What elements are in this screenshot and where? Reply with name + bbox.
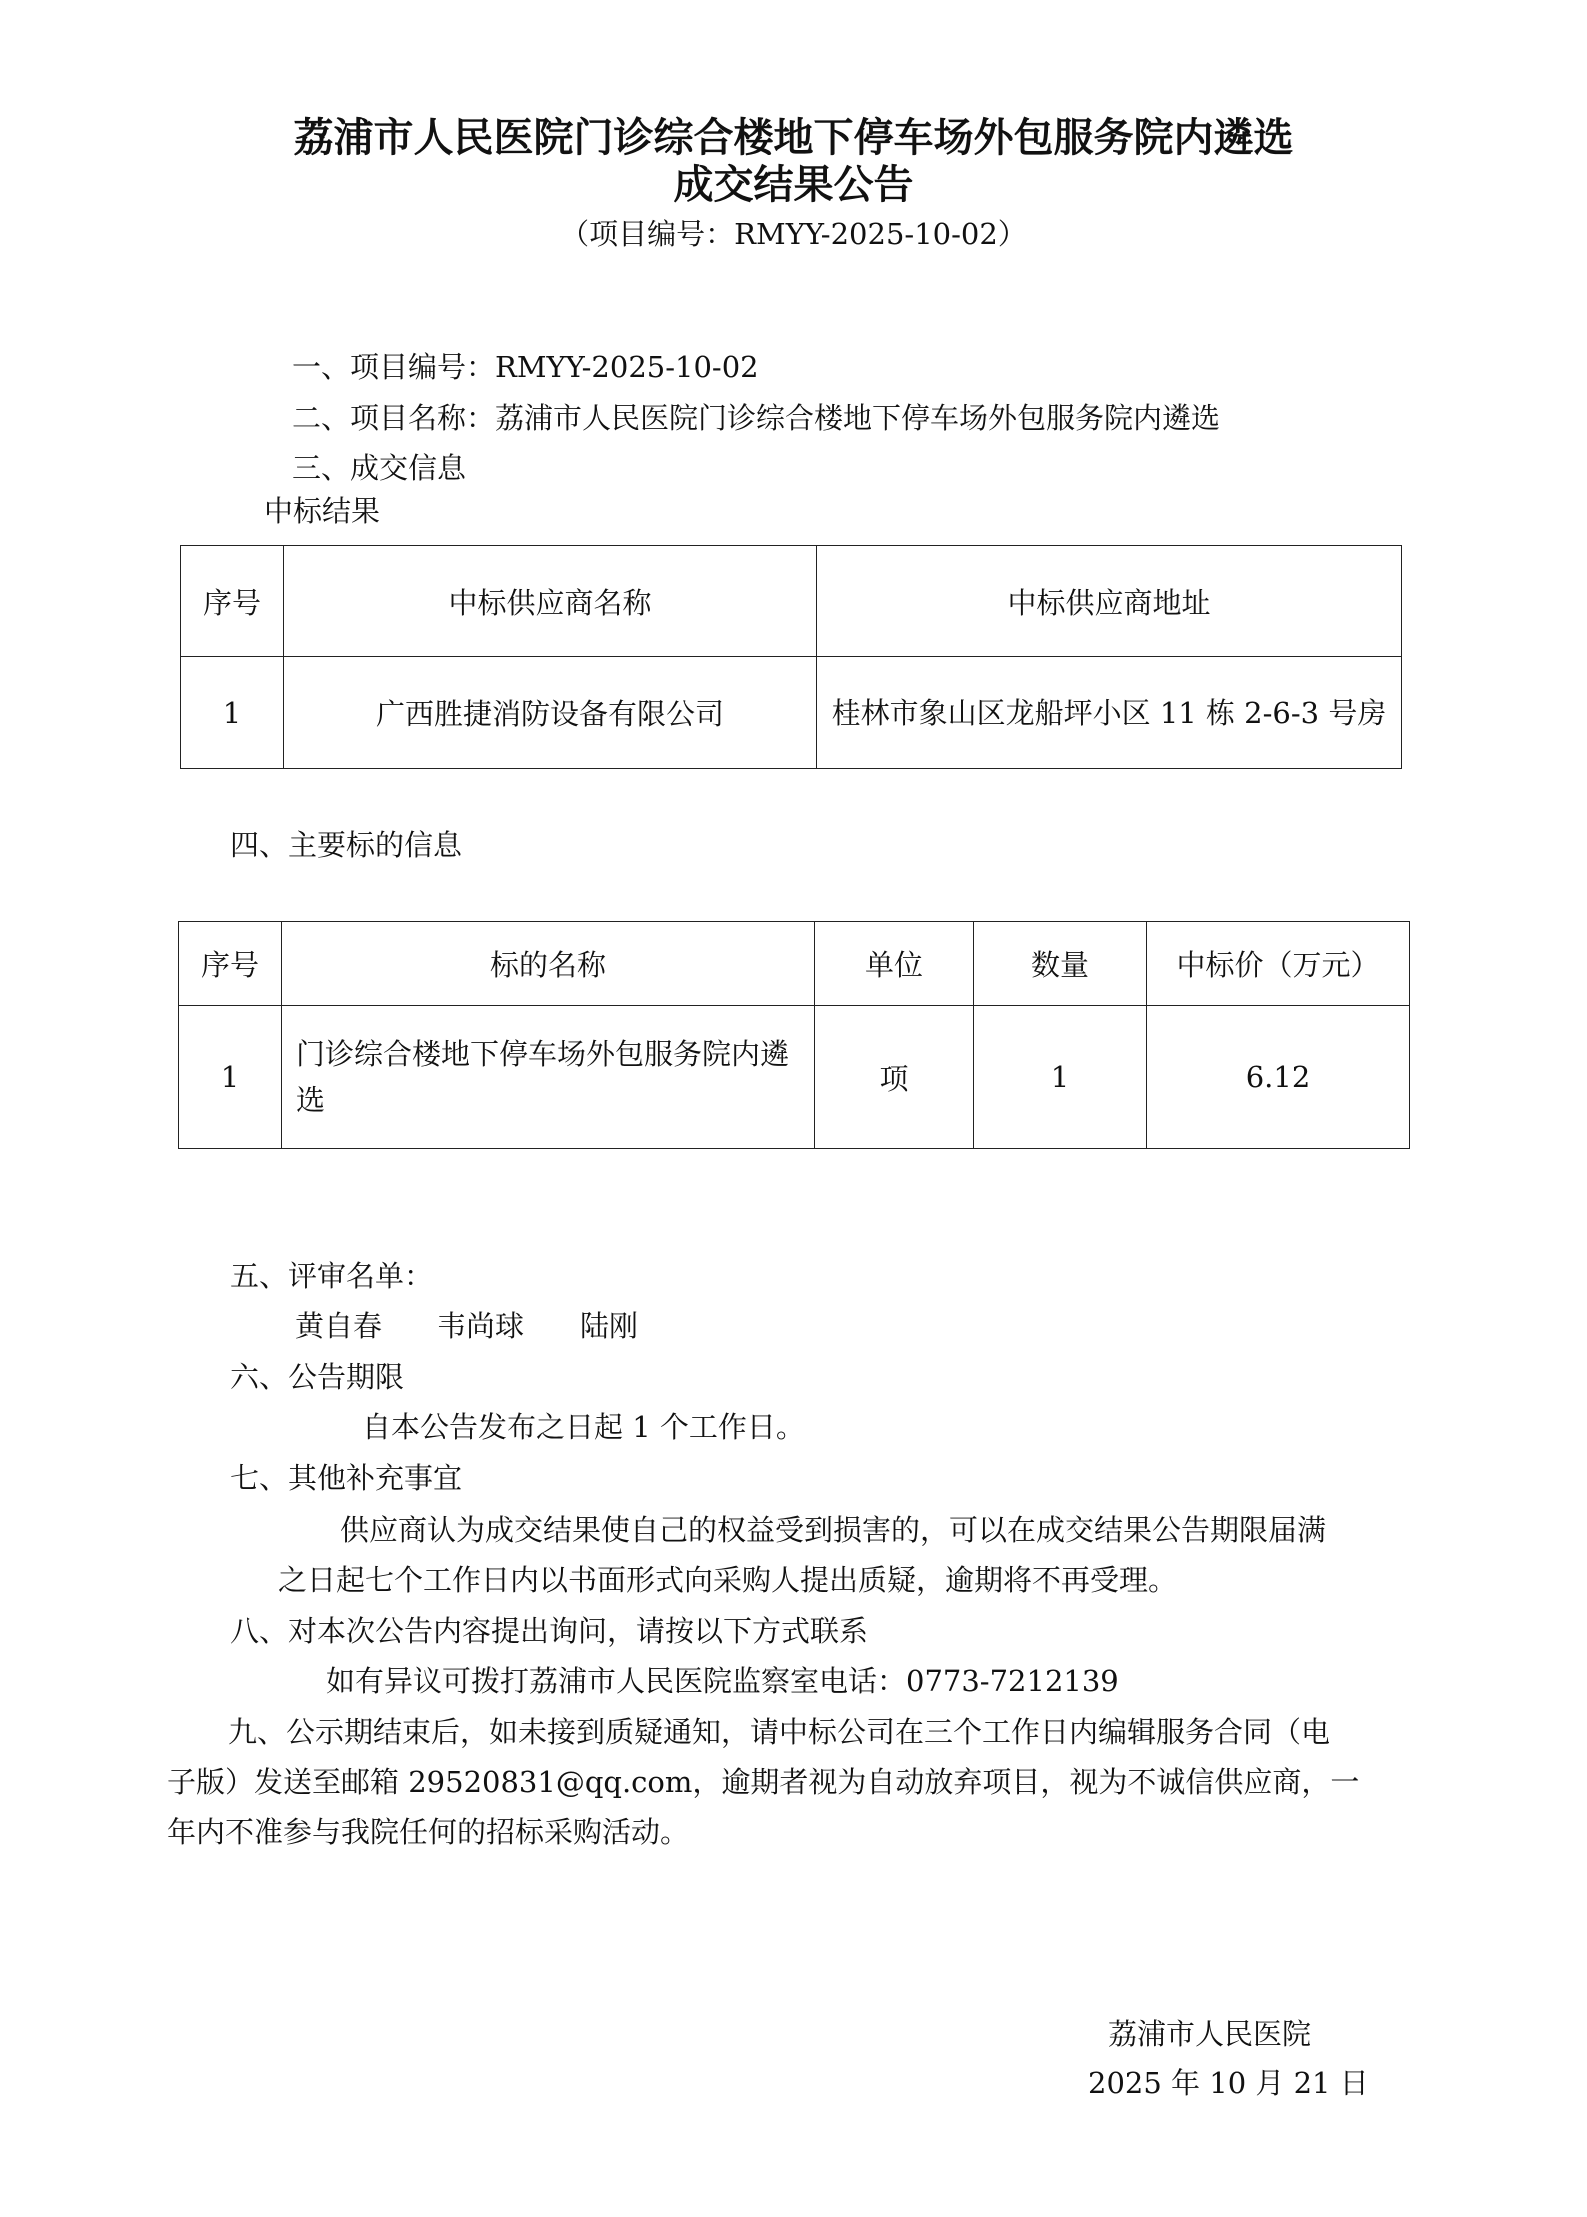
page-title-line1: 荔浦市人民医院门诊综合楼地下停车场外包服务院内遴选: [293, 115, 1294, 161]
items-table: [178, 921, 1410, 1149]
table-header-row: [181, 546, 1402, 657]
contact-text: 如有异议可拨打荔浦市人民医院监察室电话：0773-7212139: [326, 1664, 1119, 1698]
table-header-cell: 标的名称: [282, 922, 815, 1006]
result-label: 中标结果: [264, 494, 381, 528]
table-cell-no: 1: [179, 1006, 282, 1149]
section-project-name: 二、项目名称：荔浦市人民医院门诊综合楼地下停车场外包服务院内遴选: [292, 401, 1221, 435]
section-reviewers: 五、评审名单：: [230, 1259, 434, 1293]
reviewer-name: 陆刚: [580, 1309, 639, 1343]
section-post-notice-line3: 年内不准参与我院任何的招标采购活动。: [167, 1815, 690, 1849]
supplementary-text-line2: 之日起七个工作日内以书面形式向采购人提出质疑，逾期将不再受理。: [278, 1563, 1178, 1597]
section-main-items: 四、主要标的信息: [230, 828, 463, 862]
section-deal-info: 三、成交信息: [292, 451, 467, 485]
table-row: [181, 657, 1402, 769]
section-supplementary: 七、其他补充事宜: [230, 1461, 463, 1495]
table-cell-supplier-address: 桂林市象山区龙船坪小区 11 栋 2-6-3 号房: [817, 657, 1402, 769]
table-header-cell: 单位: [815, 922, 974, 1006]
project-code-subtitle: （项目编号：RMYY-2025-10-02）: [560, 217, 1027, 251]
table-header-cell: 中标供应商地址: [817, 546, 1402, 657]
section-post-notice-line1: 九、公示期结束后，如未接到质疑通知，请中标公司在三个工作日内编辑服务合同（电: [228, 1715, 1331, 1749]
table-header-cell: 中标价（万元）: [1147, 922, 1410, 1006]
table-cell-quantity: 1: [974, 1006, 1147, 1149]
signature-date: 2025 年 10 月 21 日: [1088, 2066, 1369, 2100]
table-header-cell: 数量: [974, 922, 1147, 1006]
table-cell-unit: 项: [815, 1006, 974, 1149]
section-inquiry: 八、对本次公告内容提出询问，请按以下方式联系: [230, 1614, 869, 1648]
page-title-line2: 成交结果公告: [673, 162, 914, 208]
table-cell-price: 6.12: [1147, 1006, 1410, 1149]
reviewer-name: 黄自春: [295, 1309, 383, 1343]
table-cell-no: 1: [181, 657, 284, 769]
section-post-notice-line2: 子版）发送至邮箱 29520831@qq.com，逾期者视为自动放弃项目，视为不诚信供应商，一: [167, 1765, 1360, 1799]
signature-organization: 荔浦市人民医院: [1108, 2017, 1312, 2051]
table-row: [179, 1006, 1410, 1149]
table-header-cell: 序号: [179, 922, 282, 1006]
table-header-cell: 中标供应商名称: [284, 546, 817, 657]
table-cell-item-name: 门诊综合楼地下停车场外包服务院内遴选: [282, 1006, 815, 1149]
notice-period-text: 自本公告发布之日起 1 个工作日。: [362, 1410, 805, 1444]
section-notice-period: 六、公告期限: [230, 1360, 405, 1394]
supplementary-text-line1: 供应商认为成交结果使自己的权益受到损害的，可以在成交结果公告期限届满: [340, 1513, 1327, 1547]
section-project-code: 一、项目编号：RMYY-2025-10-02: [292, 350, 759, 384]
reviewer-name: 韦尚球: [437, 1309, 525, 1343]
table-header-row: [179, 922, 1410, 1006]
winner-table: [180, 545, 1402, 769]
table-header-cell: 序号: [181, 546, 284, 657]
table-cell-supplier-name: 广西胜捷消防设备有限公司: [284, 657, 817, 769]
